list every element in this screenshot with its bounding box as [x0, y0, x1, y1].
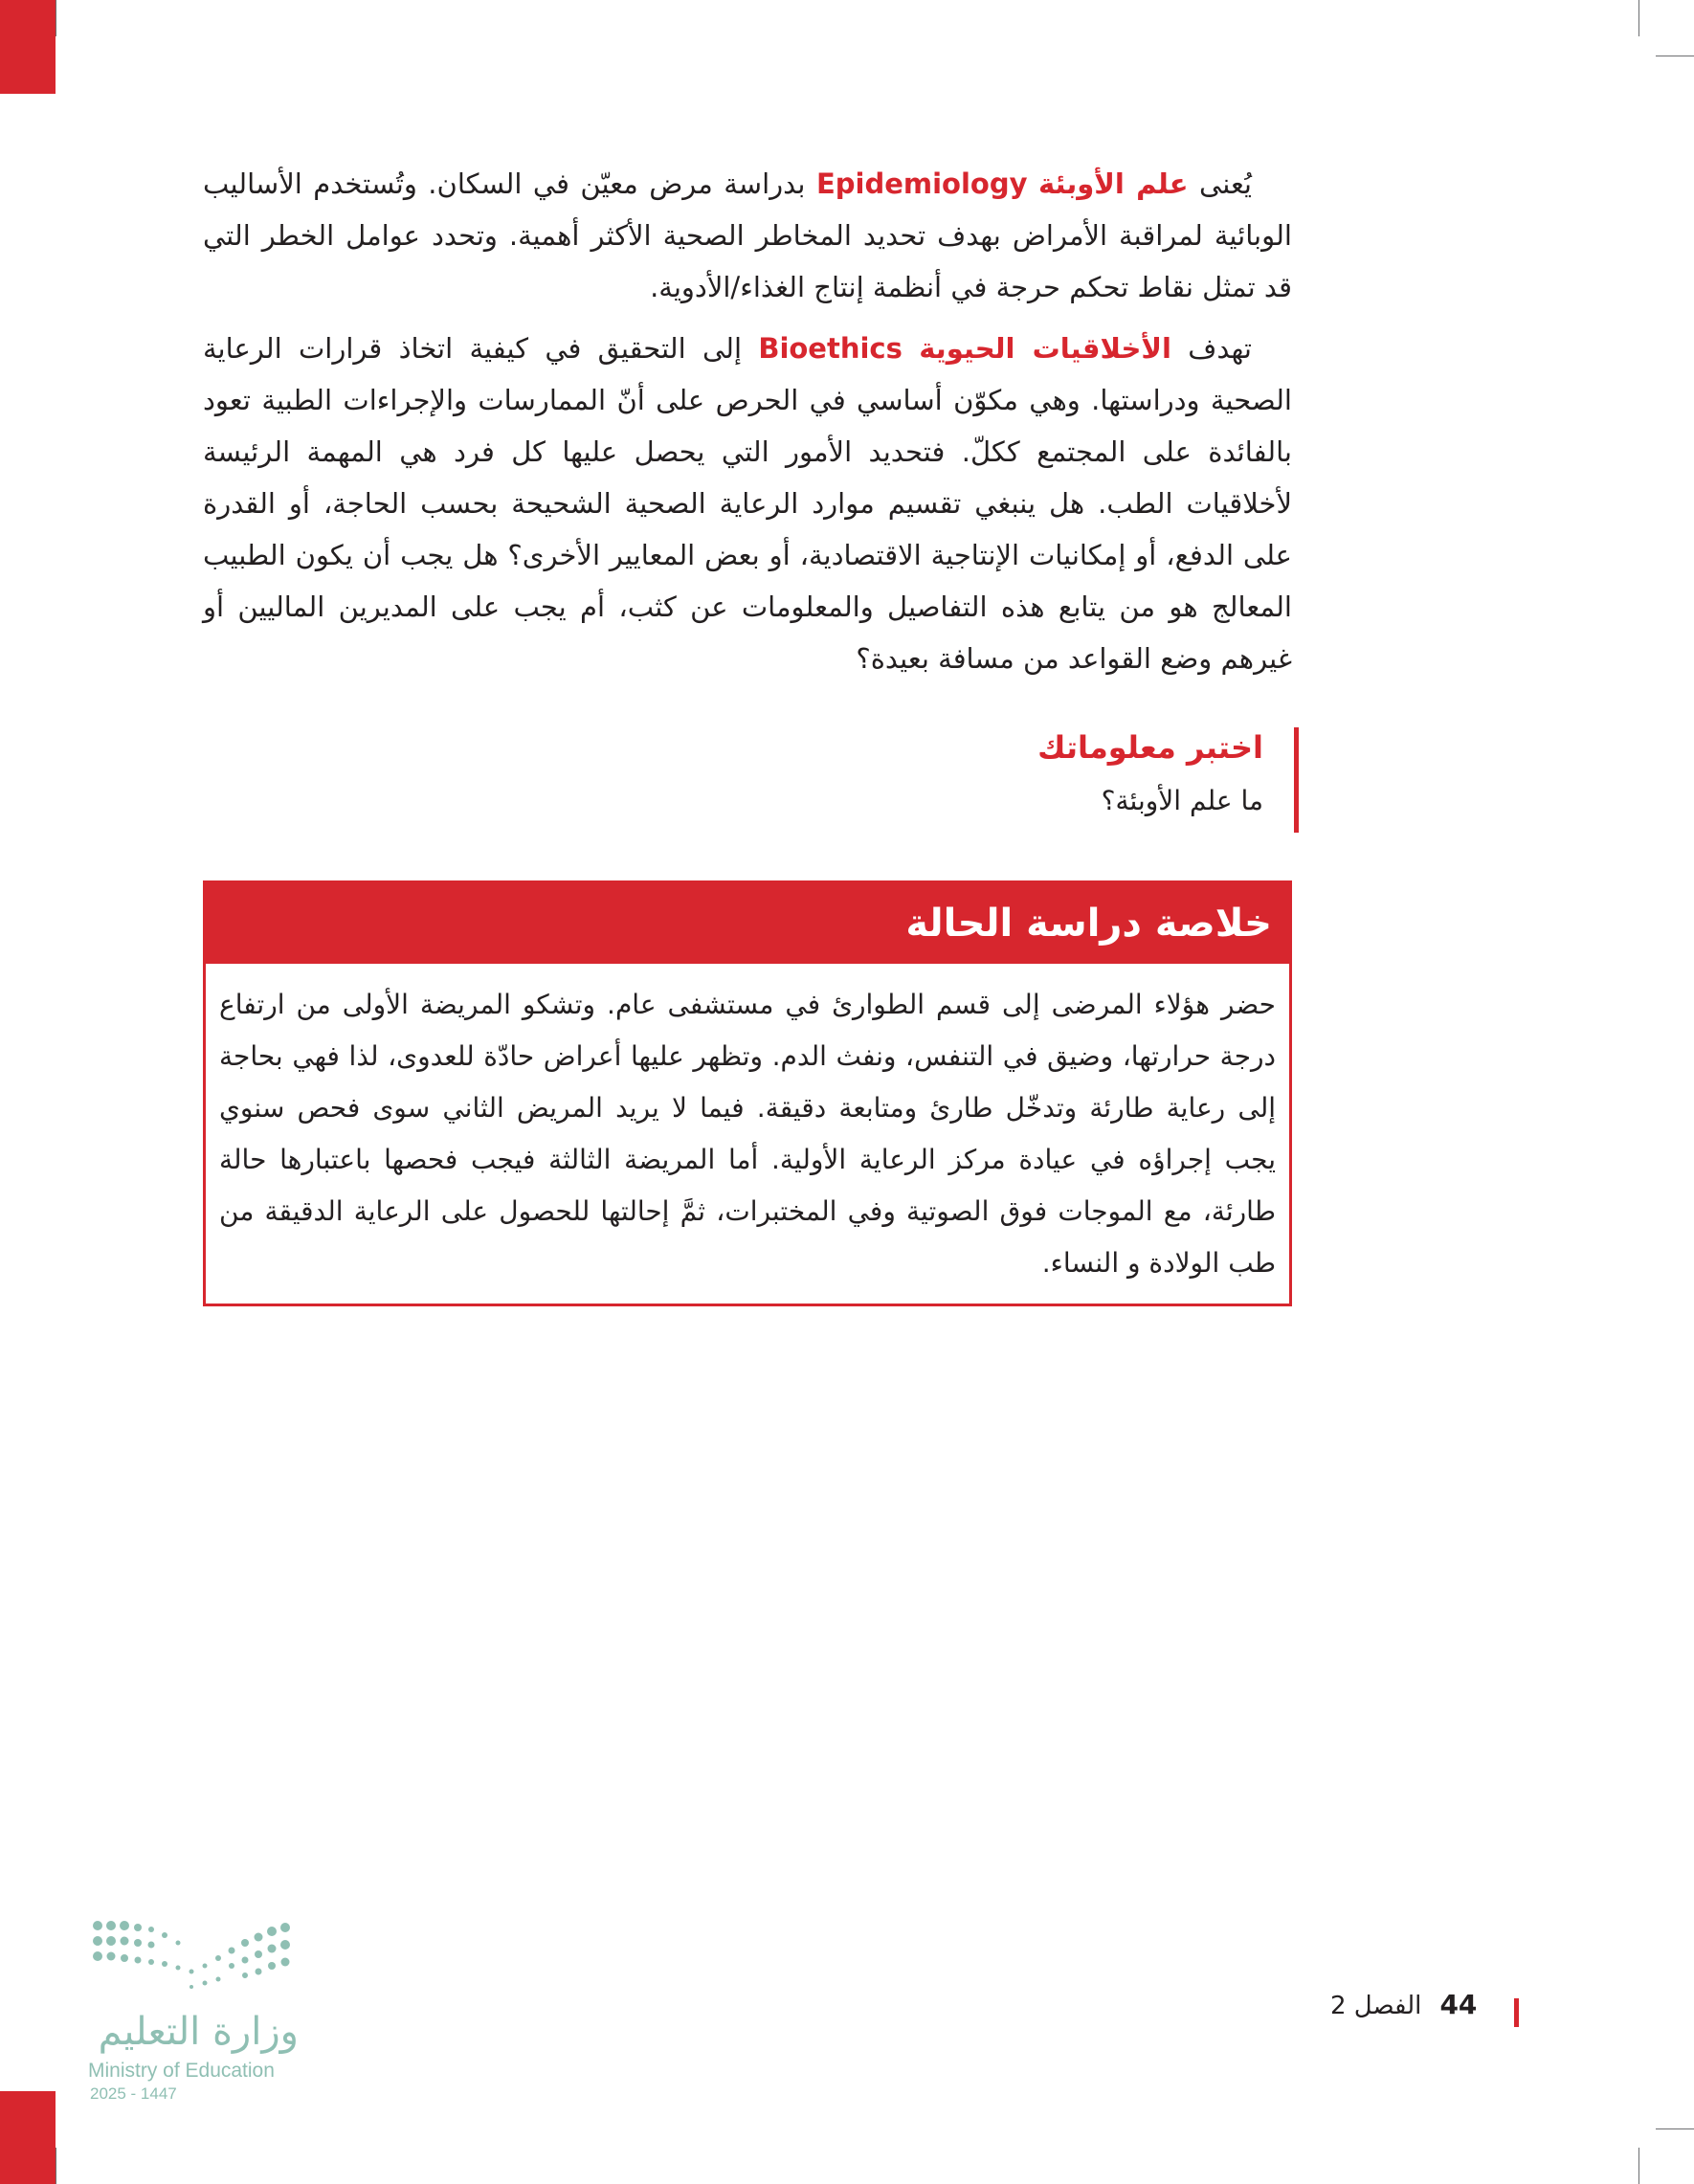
quiz-question: ما علم الأوبئة؟ [1101, 785, 1263, 816]
bioethics-paragraph: تهدف الأخلاقيات الحيوية Bioethics إلى التحقيق في كيفية اتخاذ قرارات الرعاية الصحية ودراستها. وهي مكوّن أساسي في الحرص على أنّ الممارسات والإجراءات الطبية تعود بالفائدة على المجتمع ككلّ. فتحديد الأمور التي يحصل عليها كل فرد هي المهمة الرئيسة لأخلاقيات الطب. هل ينبغي تقسيم موارد الرعاية الصحية الشحيحة بحسب الحاجة، أو القدرة على الدفع، أو إمكانيات الإنتاجية الاقتصادية، أو بعض المعايير الأخرى؟ هل يجب أن يكون الطبيب المعالج هو من يتابع هذه التفاصيل والمعلومات عن كثب، أم يجب على المديرين الماليين أو غيرهم وضع القواعد من مسافة بعيدة؟ [203, 332, 1292, 675]
term-bioethics-english: Bioethics [758, 332, 903, 365]
crop-mark [1656, 2128, 1694, 2129]
footer-divider [1514, 1998, 1519, 2027]
main-text [203, 158, 1292, 684]
crop-mark [1638, 2148, 1639, 2184]
logo-english-text: Ministry of Education [88, 2060, 275, 2082]
chapter-label: الفصل 2 [1330, 1992, 1422, 2020]
ministry-logo [88, 1916, 310, 2103]
quiz-title: اختبر معلوماتك [1037, 729, 1263, 766]
epidemiology-paragraph: يُعنى علم الأوبئة Epidemiology بدراسة مرض معيّن في السكان. وتُستخدم الأساليب الوبائية لمراقبة الأمراض بهدف تحديد المخاطر الصحية الأكثر أهمية. وتحدد عوامل الخطر التي قد تمثل نقاط تحكم حرجة في أنظمة إنتاج الغذاء/الأدوية. [203, 167, 1292, 303]
case-summary-title: خلاصة دراسة الحالة [206, 883, 1289, 964]
ministry-dots-icon [88, 1916, 310, 2002]
term-epidemiology-arabic: علم الأوبئة [1037, 167, 1189, 200]
page-number: 44 [1439, 1989, 1478, 2020]
term-bioethics-arabic: الأخلاقيات الحيوية [919, 332, 1171, 365]
logo-year: 2025 - 1447 [90, 2084, 177, 2103]
case-summary-body: حضر هؤلاء المرضى إلى قسم الطوارئ في مستشفى عام. وتشكو المريضة الأولى من ارتفاع درجة حرارتها، وضيق في التنفس، ونفث الدم. وتظهر عليها أعراض حادّة للعدوى، لذا فهي بحاجة إلى رعاية طارئة وتدخّل طارئ ومتابعة دقيقة. فيما لا يريد المريض الثاني سوى فحص سنوي يجب إجراؤه في عيادة مركز الرعاية الأولية. أما المريضة الثالثة فيجب فحصها باعتبارها حالة طارئة، مع الموجات فوق الصوتية وفي المختبرات، ثمَّ إحالتها للحصول على الرعاية الدقيقة من طب الولادة و النساء. [219, 989, 1276, 1279]
red-side-tab [0, 2091, 56, 2184]
page-footer [1330, 1989, 1477, 2020]
red-side-tab [0, 0, 56, 94]
quiz-box [957, 727, 1299, 833]
crop-mark [1638, 0, 1639, 36]
logo-arabic-text: وزارة التعليم [98, 2010, 299, 2054]
case-summary-box [203, 880, 1292, 1306]
term-epidemiology-english: Epidemiology [815, 167, 1028, 200]
